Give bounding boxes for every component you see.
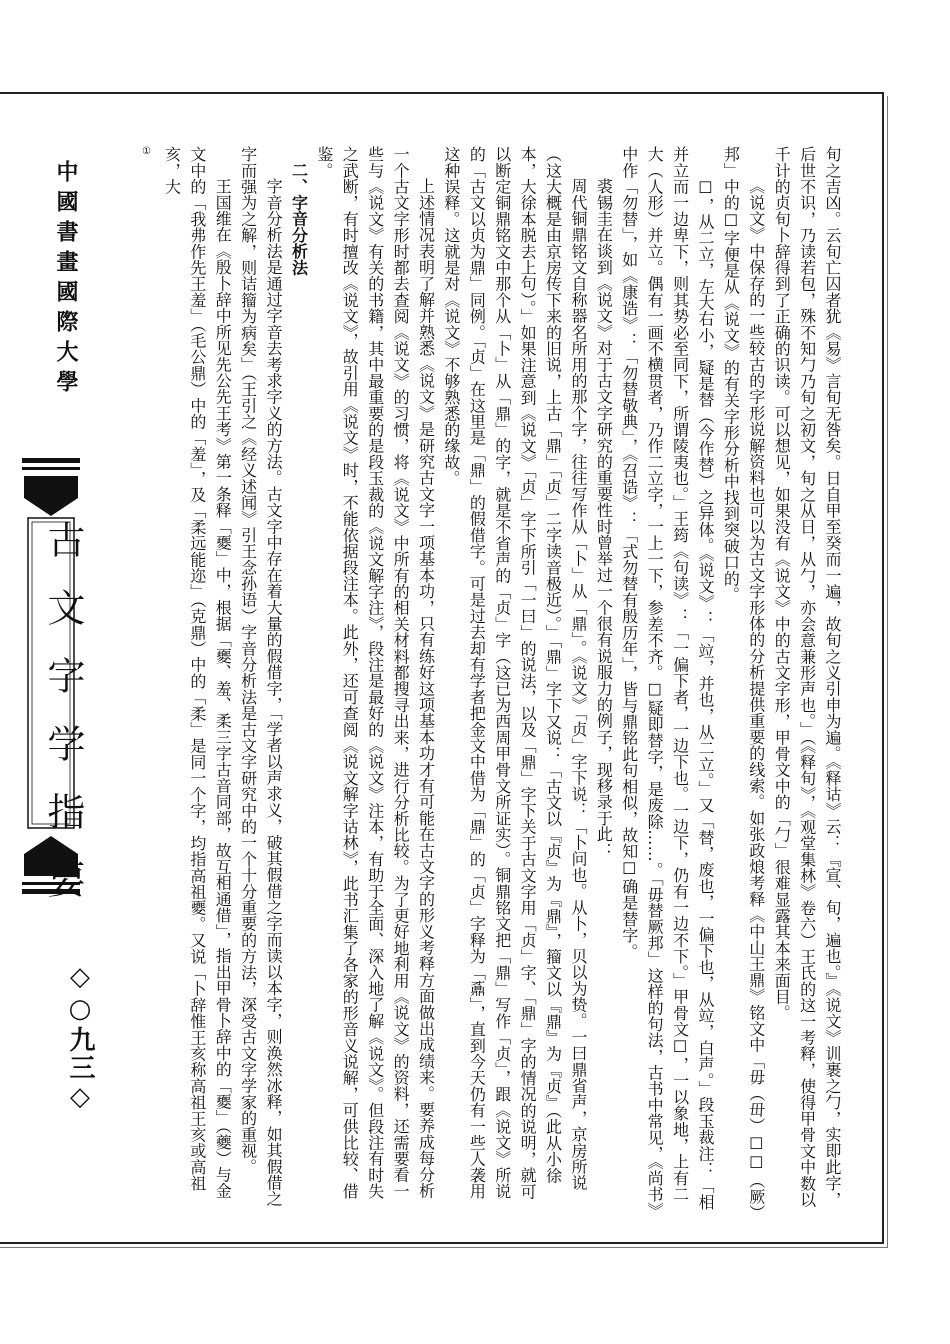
page-number: ◇○九三◇ [65, 962, 95, 1114]
paragraph: 王国维在《殷卜辞中所见先公先王考》第一条释「夒」中，根据「夒、羞、柔三字古音同部，故互相通借」，指出甲骨卜辞中的「夒」（夔）与金文中的「我弗作先王羞」（毛公鼎）中的「羞」，及「柔远能迩」（克鼎）中的「柔」是同一个字，均指高祖夒。又说「卜辞惟王亥称高祖王亥或高祖亥，大 [162, 146, 233, 1199]
university-name: 中國書畫國際大學 [53, 160, 78, 400]
footnote-marker: ① [141, 146, 153, 158]
book-title: 古文字学指要 [41, 520, 85, 928]
paragraph: 上述情况表明了解并熟悉《说文》是研究古文字一项基本功，只有练好这项基本功才有可能在古文字的形义考释方面做出成绩来。要养成每分析一个古文字形时都去查阅《说文》的习惯，将《说文》中所有的相关材料都搜寻出来，进行分析比较。为了更好地利用《说文》的资料，还需要看一些与《说文》有关的书籍，其中最重要的是段玉裁的《说文解字注》，段注是最好的《说文》注本，有助于全面、深入地了解《说文》。但段注有时失之武断，有时擅改《说文》，故引用《说文》时，不能依据段注本。此外，还可查阅《说文解字诂林》，此书汇集了各家的形音义说解，可供比较、借鉴。 [314, 146, 436, 1200]
quoted-paragraph: 周代铜鼎铭文自称器名所用的那个字，往往写作从「卜」从「鼎」。《说文》「贞」字下说：「卜问也。从卜，贝以为贽。一曰鼎省声，京房所说（这大概是由京房传下来的旧说，上古「鼎」「贞」二字读音极近）。」「鼎」字下又说：「古文以『贞』为『鼎』，籀文以『鼎』为『贞』（此从小徐本，大徐本脱去上句）。」如果注意到《说文》「贞」字下所引「一曰」的说法，以及「鼎」字下关于古文字用「贞」字、「鼎」字的情况的说明，就可以断定铜鼎铭文中那个从「卜」从「鼎」的字，就是不省声的「贞」字（这已为西周甲骨文所证实）。铜鼎铭文把「鼎」写作「贞」，跟《说文》所说的「古文以贞为鼎」同例。「贞」在这里是「鼎」的假借字。可是过去却有学者把金文中借为「鼎」的「贞」字释为「鼒」，直到今天仍有一些人袭用这种误释。这就是对《说文》不够熟悉的缘故。 [441, 146, 588, 1200]
paragraph: 旬之吉凶。云旬亡囚者犹《易》言旬无咎矣。日自甲至癸而一遍，故旬之义引申为遍。《释诂》云：『宣、旬，遍也。』《说文》训裹之勹，实即此字，后世不识，乃读若包，殊不知勹乃旬之初文，旬之从日，从勹，亦会意兼形声也。」（《释旬》，《观堂集林》卷六）王氏的这一考释，使得甲骨文中数以千计的贞旬卜辞得到了正确的识读。可以想见，如果没有《说文》中的古文字形，甲骨文中的「勹」很难显露其本来面目。 [772, 146, 842, 1208]
section-heading: 二、字音分析法 [289, 162, 309, 276]
quoted-paragraph: ☐，从二立，左大右小，疑是替（今作替）之异体。《说文》：「竝，并也，从二立。」又「替，废也，一偏下也，从竝，白声。」段玉裁注：「相并立而一边卑下，则其势必至同下，所谓陵夷也。」王筠《句读》：「一偏下者，一边下也。一边下，仍有一边不下。」甲骨文☐，一以象地，上有二大（人形）并立。偶有一画不横贯者，乃作二立字，一上一下，参差不齐。☐疑即替字，是废除……。「毋替厥邦」这样的句法，古书中常见，《尚书》中作「勿替」，如《康诰》：「勿替敬典」，《召诰》：「式勿替有殷历年」，皆与鼎铭此句相似，故知☐确是替字。 [619, 146, 715, 1211]
paragraph: 裘锡圭在谈到《说文》对于古文字研究的重要性时曾举过一个很有说服力的例子，现移录于此： [594, 178, 614, 859]
paragraph: 《说文》中保存的一些较古的字形说解资料也可以为古文字形体的分析提供重要的线索。如张政烺考释《中山王鼎》铭文中「毋（毌）☐☐（厥）邦」中的☐字便是从《说文》的有关字形分析中找到突破口的。 [721, 146, 766, 1213]
main-text [141, 146, 845, 1214]
paragraph: 字音分析法是通过字音去考求字义的方法。古文字中存在着大量的假借字，「学者以声求义，破其假借之字而读以本字，则涣然冰释，如其假借之字而强为之解，则诘籀为病矣」（王引之《经义述闻》引王念孙语）字音分析法是古文字研究中的一个十分重要的方法，深受古文字学家的重视。 [238, 146, 284, 1207]
